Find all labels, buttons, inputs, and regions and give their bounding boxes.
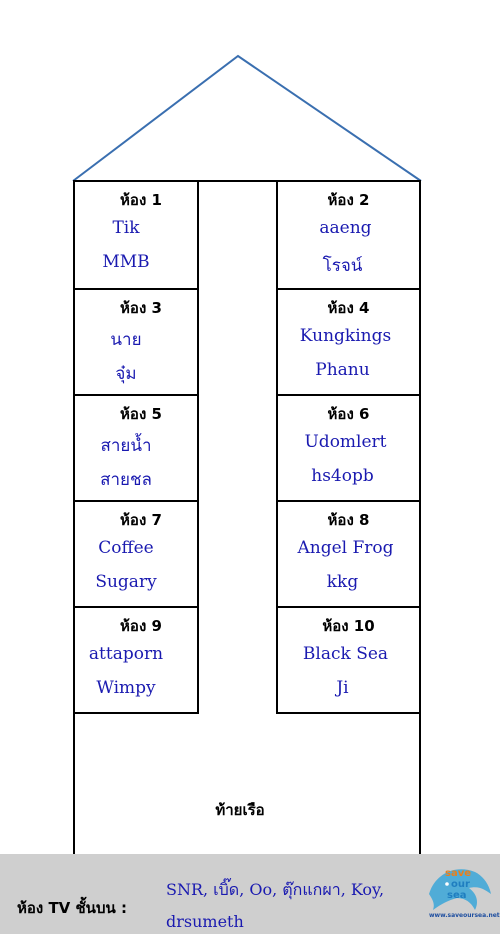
guest-name: hs4opb <box>311 466 374 486</box>
room-label: ห้อง 3 <box>120 299 162 317</box>
room-9 <box>73 606 199 714</box>
guest-name: Wimpy <box>96 678 156 698</box>
room-3 <box>73 288 199 396</box>
guest-name: MMB <box>102 252 150 272</box>
room-label: ห้อง 10 <box>322 617 375 635</box>
guest-name: สายน้ำ <box>100 436 152 456</box>
guest-name: Sugary <box>95 572 157 592</box>
roof-outline <box>0 0 500 185</box>
guest-name: จุ๋ม <box>115 364 137 384</box>
guest-name: aaeng <box>319 218 372 238</box>
guest-name: Angel Frog <box>297 538 394 558</box>
guest-name: Black Sea <box>302 644 389 664</box>
room-label: ห้อง 7 <box>120 511 162 529</box>
room-label: ห้อง 1 <box>120 191 162 209</box>
logo-word: our <box>451 879 470 890</box>
room-10 <box>276 606 421 714</box>
save-our-sea-logo <box>425 854 500 926</box>
room-6 <box>276 394 421 502</box>
logo-word: sea <box>447 890 467 901</box>
guest-name: Tik <box>112 218 140 238</box>
guest-name: attaporn <box>88 644 164 664</box>
room-1 <box>73 180 199 290</box>
guest-name: Ji <box>336 678 349 698</box>
tv-room-label: ห้อง TV ชั้นบน : <box>17 899 127 917</box>
room-label: ห้อง 2 <box>327 191 370 209</box>
room-7 <box>73 500 199 608</box>
tv-room-guests: SNR, เบิ๊ด, Oo, ตุ๊กแกผา, Koy, drsumeth <box>166 880 385 931</box>
room-8 <box>276 500 421 608</box>
room-label: ห้อง 4 <box>327 299 370 317</box>
guest-name: Kungkings <box>299 326 392 346</box>
guest-name: โรจน์ <box>322 256 363 276</box>
guest-name: สายชล <box>100 470 152 490</box>
guest-name: kkg <box>326 572 359 592</box>
room-2 <box>276 180 421 290</box>
guest-name: Phanu <box>315 360 370 380</box>
guest-name: Coffee <box>98 538 154 558</box>
room-label: ห้อง 8 <box>327 511 370 529</box>
guest-name: นาย <box>110 330 142 350</box>
logo-url: www.saveoursea.net <box>429 912 500 919</box>
room-label: ห้อง 5 <box>120 405 162 423</box>
stern-label: ท้ายเรือ <box>215 801 265 819</box>
room-label: ห้อง 6 <box>327 405 370 423</box>
room-4 <box>276 288 421 396</box>
logo-word: save <box>445 868 472 879</box>
room-5 <box>73 394 199 502</box>
guest-name: Udomlert <box>304 432 387 452</box>
room-label: ห้อง 9 <box>120 617 162 635</box>
tv-room-footer <box>0 854 500 934</box>
